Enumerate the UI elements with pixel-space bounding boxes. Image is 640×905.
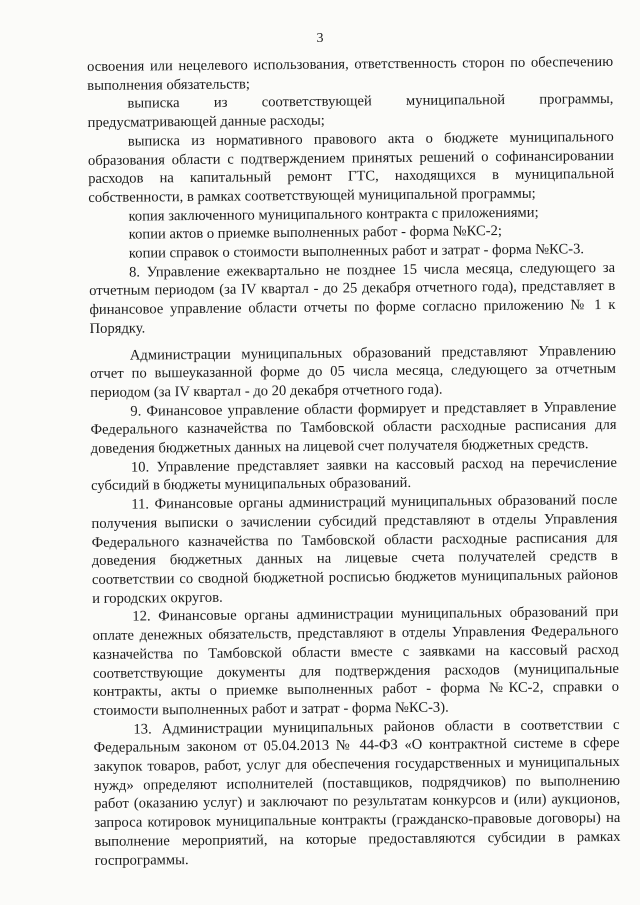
paragraph-program-extract: выписка из соответствующей муниципальной программы, предусматривающей данные расходы; bbox=[87, 91, 614, 132]
paragraph-ks3-copies: копии справок о стоимости выполненных работ и затрат - форма №КС-3. bbox=[128, 241, 585, 262]
paragraph-item-11: 11. Финансовые органы администраций муниципальных образований после получения выписки о зачислении субсидий представляют в отделы Управления Федерального казначейства по Тамбовской области расходные расписания для доведения бюджетных данных на лицевые счета получателей средств в соответствии со сводной бюджетной росписью бюджетов муниципальных районов и городских округов. bbox=[91, 492, 619, 607]
page-number: 3 bbox=[316, 31, 324, 46]
paragraph-item-9: 9. Финансовое управление области формирует и представляет в Управление Федерального казначейства по Тамбовской области расходные расписания для доведения бюджетных данных на лицевой счет получателя бюджетных средств. bbox=[90, 398, 617, 458]
paragraph-budget-act-extract: выписка из нормативного правового акта о бюджете муниципального образования области с подтверждением принятых решений о софинансировании расходов на капитальный ремонт ГТС, находящихся в муниципальной собственности, в рамках соответствующей муниципальной программы; bbox=[87, 128, 615, 206]
paragraph-item-10: 10. Управление представляет заявки на кассовый расход на перечисление субсидий в бюджеты муниципальных образований. bbox=[91, 454, 617, 495]
paragraph-municipal-report: Администрации муниципальных образований представляют Управлению отчет по вышеуказанной форме до 05 числа месяца, следующего за отчетным периодом (за IV квартал - до 20 декабря отчетного года). bbox=[89, 342, 617, 401]
paragraph-ks2-copies: копии актов о приемке выполненных работ - форма №КС-2; bbox=[128, 223, 503, 243]
document-body bbox=[87, 53, 621, 870]
paragraph-item-13: 13. Администрации муниципальных районов области в соответствии с Федеральным законом от 05.04.2013 № 44-ФЗ «О контрактной системе в сфере закупок товаров, работ, услуг для обеспечения государственных и муниципальных нужд» определяют исполнителей (поставщиков, подрядчиков) по выполнению работ (оказанию услуг) и заключают по результатам конкурсов и (или) аукционов, запроса котировок муниципальные контракты (гражданско-правовые договоры) на выполнение мероприятий, на которые предоставляются субсидии в рамках госпрограммы. bbox=[93, 716, 621, 869]
paragraph-contract-copy: копия заключенного муниципального контракта с приложениями; bbox=[128, 204, 539, 225]
paragraph-item-8: 8. Управление ежеквартально не позднее 15 числа месяца, следующего за отчетным периодом (за IV квартал - до 25 декабря отчетного года), представляет в финансовое управление области отчеты по форме согласно приложению № 1 к Порядку. bbox=[89, 259, 616, 337]
paragraph-item-12: 12. Финансовые органы администрации муниципальных образований при оплате денежных обязательств, представляют в отделы Управления Федерального казначейства по Тамбовской области вместе с заявками на кассовый расход соответствующие документы для подтверждения расходов (муниципальные контракты, акты о приемке выполненных работ - форма №КС-2, справки о стоимости выполненных работ и затрат - форма №КС-3). bbox=[92, 604, 620, 719]
paragraph-continuation: освоения или нецелевого использования, ответственность сторон по обеспечению выполнения обязательств; bbox=[87, 53, 614, 94]
